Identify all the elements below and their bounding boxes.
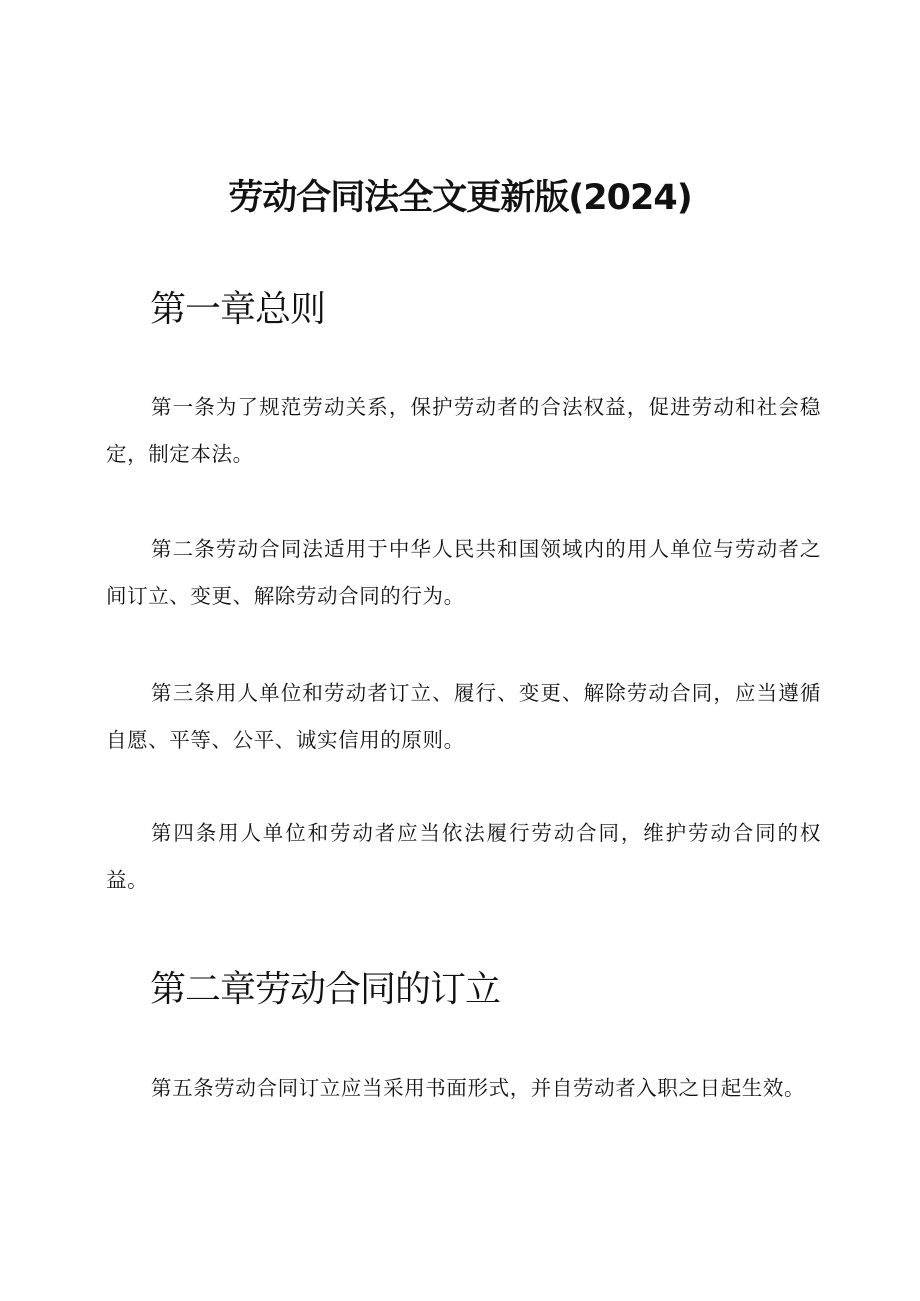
article-paragraph: 第一条为了规范劳动关系，保护劳动者的合法权益，促进劳动和社会稳定，制定本法。 — [106, 395, 821, 466]
article-paragraph: 第五条劳动合同订立应当采用书面形式，并自劳动者入职之日起生效。 — [151, 1076, 806, 1100]
chapter-heading: 第一章总则 — [150, 289, 326, 330]
article-paragraph: 第四条用人单位和劳动者应当依法履行劳动合同，维护劳动合同的权益。 — [106, 821, 821, 892]
document-title: 劳动合同法全文更新版(2024) — [228, 178, 692, 218]
article-paragraph: 第二条劳动合同法适用于中华人民共和国领域内的用人单位与劳动者之间订立、变更、解除劳动合同的行为。 — [106, 537, 821, 608]
chapter-heading: 第二章劳动合同的订立 — [150, 969, 501, 1010]
article-paragraph: 第三条用人单位和劳动者订立、履行、变更、解除劳动合同，应当遵循自愿、平等、公平、诚实信用的原则。 — [106, 681, 821, 752]
